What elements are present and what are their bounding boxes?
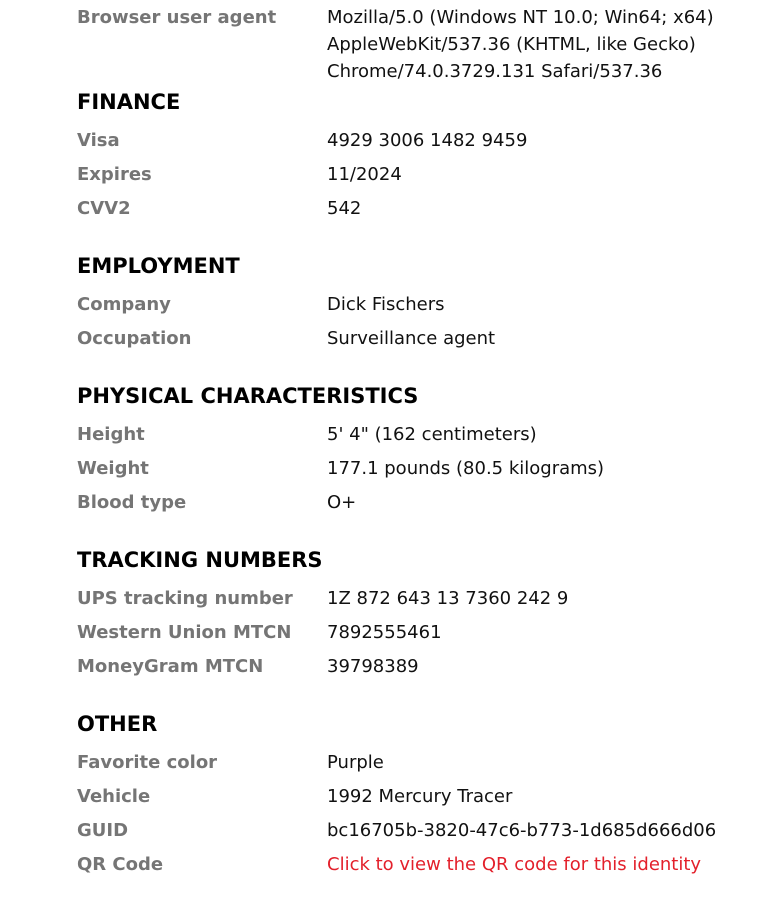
user-agent-line: AppleWebKit/537.36 (KHTML, like Gecko) [327, 34, 696, 55]
value-company: Dick Fischers [327, 294, 445, 315]
row-moneygram [77, 653, 747, 687]
qr-code-link[interactable]: Click to view the QR code for this identity [327, 854, 702, 875]
label-occupation: Occupation [77, 328, 192, 349]
row-occupation [77, 325, 747, 359]
row-company [77, 291, 747, 325]
label-guid: GUID [77, 820, 129, 841]
value-qr-code-cell [327, 851, 747, 878]
row-browser-user-agent [77, 4, 747, 89]
value-vehicle: 1992 Mercury Tracer [327, 786, 513, 807]
value-cvv2: 542 [327, 198, 362, 219]
row-weight [77, 455, 747, 489]
user-agent-line: Chrome/74.0.3729.131 Safari/537.36 [327, 61, 663, 82]
value-western-union: 7892555461 [327, 622, 442, 643]
value-expires: 11/2024 [327, 164, 402, 185]
identity-details [77, 4, 747, 885]
row-qr-code [77, 851, 747, 885]
value-ups-tracking: 1Z 872 643 13 7360 242 9 [327, 588, 569, 609]
label-browser-user-agent: Browser user agent [77, 7, 277, 28]
section-heading-finance: FINANCE [77, 90, 181, 114]
label-company: Company [77, 294, 171, 315]
section-heading-tracking: TRACKING NUMBERS [77, 548, 323, 572]
value-visa: 4929 3006 1482 9459 [327, 130, 528, 151]
row-height [77, 421, 747, 455]
row-blood-type [77, 489, 747, 523]
label-qr-code: QR Code [77, 854, 164, 875]
label-weight: Weight [77, 458, 149, 479]
label-expires: Expires [77, 164, 152, 185]
label-cvv2: CVV2 [77, 198, 131, 219]
label-height: Height [77, 424, 145, 445]
value-favorite-color: Purple [327, 752, 384, 773]
label-blood-type: Blood type [77, 492, 187, 513]
row-favorite-color [77, 749, 747, 783]
section-heading-physical: PHYSICAL CHARACTERISTICS [77, 384, 419, 408]
value-occupation: Surveillance agent [327, 328, 496, 349]
row-western-union [77, 619, 747, 653]
value-guid: bc16705b-3820-47c6-b773-1d685d666d06 [327, 820, 717, 841]
section-heading-employment: EMPLOYMENT [77, 254, 240, 278]
label-visa: Visa [77, 130, 120, 151]
value-height: 5' 4" (162 centimeters) [327, 424, 537, 445]
value-weight: 177.1 pounds (80.5 kilograms) [327, 458, 605, 479]
label-western-union: Western Union MTCN [77, 622, 292, 643]
label-vehicle: Vehicle [77, 786, 151, 807]
row-cvv2 [77, 195, 747, 229]
label-favorite-color: Favorite color [77, 752, 218, 773]
section-heading-other: OTHER [77, 712, 158, 736]
label-moneygram: MoneyGram MTCN [77, 656, 264, 677]
row-vehicle [77, 783, 747, 817]
value-moneygram: 39798389 [327, 656, 419, 677]
row-ups-tracking [77, 585, 747, 619]
label-ups-tracking: UPS tracking number [77, 588, 293, 609]
row-guid [77, 817, 747, 851]
user-agent-line: Mozilla/5.0 (Windows NT 10.0; Win64; x64) [327, 7, 714, 28]
row-expires [77, 161, 747, 195]
value-browser-user-agent [327, 4, 747, 85]
value-blood-type: O+ [327, 492, 357, 513]
row-visa [77, 127, 747, 161]
